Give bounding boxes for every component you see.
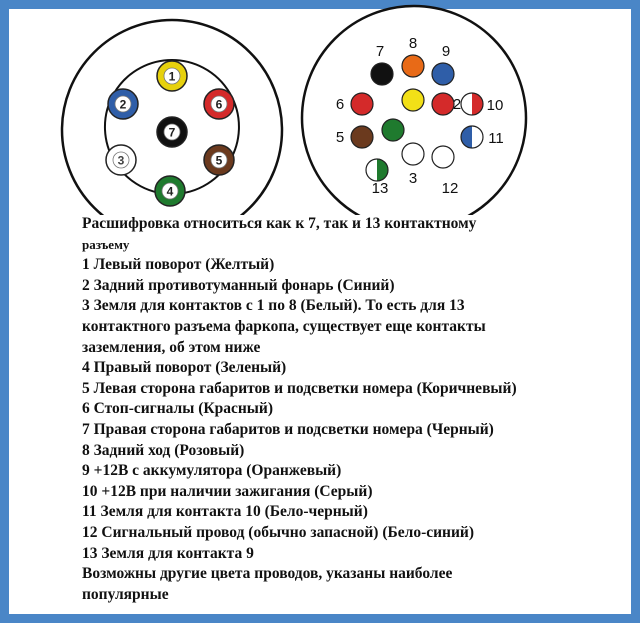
pin7-2-label: 2	[119, 97, 127, 112]
pin13-9-label: 9	[441, 43, 451, 60]
pin13-1	[402, 89, 424, 111]
text-line: 8 Задний ход (Розовый)	[82, 441, 245, 459]
pin13-7	[371, 63, 393, 85]
pin13-2	[432, 93, 454, 115]
pin7-3	[106, 145, 136, 175]
pin7-5	[204, 145, 234, 175]
text-line: Расшифровка относиться как к 7, так и 13 контактному	[82, 215, 477, 232]
pin7-2	[108, 89, 138, 119]
pin13-5	[351, 126, 373, 148]
pin7-5-label: 5	[215, 153, 223, 168]
text-line: популярные	[82, 585, 169, 603]
pin13-3-label: 3	[408, 170, 418, 187]
text-line: 1 Левый поворот (Желтый)	[82, 256, 275, 274]
pin13-6	[351, 93, 373, 115]
text-line: 5 Левая сторона габаритов и подсветки номера (Коричневый)	[82, 379, 517, 397]
pin13-7-label: 7	[375, 43, 385, 60]
text-line: 13 Земля для контакта 9	[82, 544, 254, 562]
pin13-13	[366, 159, 388, 181]
text-line: 11 Земля для контакта 10 (Бело-черный)	[82, 503, 368, 521]
pin13-3	[402, 143, 424, 165]
pin13-12	[432, 146, 454, 168]
connector-diagrams	[0, 0, 640, 215]
connector-svg	[0, 0, 640, 215]
text-line: 4 Правый поворот (Зеленый)	[82, 359, 287, 377]
text-line: контактного разъема фаркопа, существует еще контакты	[82, 317, 486, 335]
pin13-11	[461, 126, 483, 148]
text-line: 9 +12В с аккумулятора (Оранжевый)	[82, 462, 342, 480]
text-line: разъему	[82, 236, 130, 252]
text-line: 2 Задний противотуманный фонарь (Синий)	[82, 276, 395, 294]
connector-13-pin	[302, 6, 526, 215]
pin13-11-label: 11	[488, 130, 504, 147]
pin7-6	[204, 89, 234, 119]
pin13-10-label: 10	[486, 97, 504, 114]
pin7-1-label: 1	[168, 69, 176, 84]
pin7-4-label: 4	[166, 184, 174, 199]
pin7-7	[157, 117, 187, 147]
pin13-6-label: 6	[335, 96, 345, 113]
text-line: 12 Сигнальный провод (обычно запасной) (Бело-синий)	[82, 523, 474, 541]
connector-7-pin	[62, 20, 282, 215]
pin13-13-label: 13	[371, 180, 389, 197]
text-line: 6 Стоп-сигналы (Красный)	[82, 400, 273, 418]
pin13-2-label: 2	[452, 96, 462, 113]
pin13-4	[382, 119, 404, 141]
pin7-3-label: 3	[117, 153, 125, 168]
pin13-12-label: 12	[441, 180, 459, 197]
pin13-10	[461, 93, 483, 115]
text-line: Возможны другие цвета проводов, указаны наиболее	[82, 565, 453, 583]
text-line: заземления, об этом ниже	[82, 338, 261, 356]
pin7-1	[157, 61, 187, 91]
pin13-8	[402, 55, 424, 77]
text-line: 10 +12В при наличии зажигания (Серый)	[82, 482, 373, 500]
pin7-7-label: 7	[168, 125, 176, 140]
pin7-4	[155, 176, 185, 206]
pin7-6-label: 6	[215, 97, 223, 112]
text-line: 7 Правая сторона габаритов и подсветки номера (Черный)	[82, 420, 494, 438]
pin13-9	[432, 63, 454, 85]
pin13-8-label: 8	[408, 35, 418, 52]
text-line: 3 Земля для контактов с 1 по 8 (Белый). То есть для 13	[82, 297, 465, 315]
pin13-5-label: 5	[335, 129, 345, 146]
pinout-description	[82, 214, 622, 605]
